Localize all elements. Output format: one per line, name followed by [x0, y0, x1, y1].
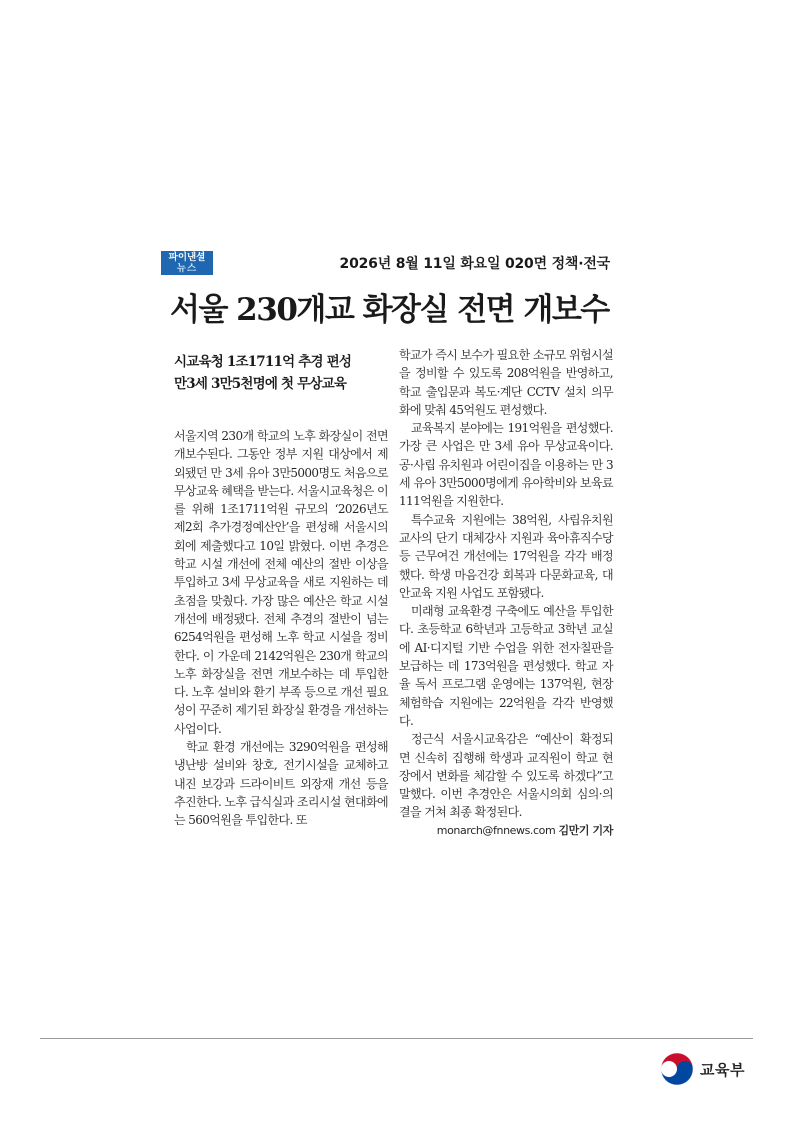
body-paragraph: 미래형 교육환경 구축에도 예산을 투입한다. 초등학교 6학년과 고등학교 3학년 교실에 AI·디지털 기반 수업을 위한 전자칠판을 보급하는 데 173억원을 편성했다. 학교 자율 독서 프로그램 운영에는 137억원, 현장체험학습 지원에는 22억원을 각각 반영했다.	[399, 604, 613, 728]
byline-email: monarch@fnnews.com	[436, 823, 556, 837]
body-paragraph: 학교 환경 개선에는 3290억원을 편성해 냉난방 설비와 창호, 전기시설을 교체하고 내진 보강과 드라이비트 외장재 개선 등을 추진한다. 노후 급식실과 조리시설 현대화에는 560억원을 투입한다. 또	[174, 740, 388, 828]
newspaper-logo	[161, 251, 213, 275]
article-headline: 서울 230개교 화장실 전면 개보수	[170, 292, 609, 328]
article-column-right	[399, 346, 613, 840]
body-paragraph: 서울지역 230개 학교의 노후 화장실이 전면 개보수된다. 그동안 정부 지원 대상에서 제외됐던 만 3세 유아 3만5000명도 처음으로 무상교육 혜택을 받는다. 서울시교육청은 이를 위해 1조1711억원 규모의 ‘2026년도 제2회 추가경정예산안’을 편성해 서울시의회에 제출했다고 10일 밝혔다. 이번 추경은 학교 시설 개선에 전체 예산의 절반 이상을 투입하고 3세 무상교육을 새로 지원하는 데 초점을 맞췄다. 가장 많은 예산은 학교 시설 개선에 배정됐다. 전체 추경의 절반이 넘는 6254억원을 편성해 노후 학교 시설을 정비한다. 이 가운데 2142억원은 230개 학교의 노후 화장실을 전면 개보수하는 데 투입한다. 노후 설비와 환기 부족 등으로 개선 필요성이 꾸준히 제기된 화장실 환경을 개선하는 사업이다.	[174, 429, 388, 736]
body-paragraph: 학교가 즉시 보수가 필요한 소규모 위험시설을 정비할 수 있도록 208억원을 반영하고, 학교 출입문과 복도·계단 CCTV 설치 의무화에 맞춰 45억원도 편성했다.	[399, 348, 613, 417]
body-paragraph: 교육복지 분야에는 191억원을 편성했다. 가장 큰 사업은 만 3세 유아 무상교육이다. 공·사립 유치원과 어린이집을 이용하는 만 3세 유아 3만5000명에게 유아학비와 보육료 111억원을 지원한다.	[399, 421, 613, 509]
ministry-logo	[660, 1052, 745, 1086]
logo-line1: 파이낸셜	[168, 252, 206, 263]
subhead-line1: 시교육청 1조1711억 추경 편성	[174, 354, 352, 370]
article-column-left	[174, 427, 388, 830]
body-paragraph: 특수교육 지원에는 38억원, 사립유치원 교사의 단기 대체강사 지원과 육아휴직수당 등 근무여건 개선에는 17억원을 각각 배정했다. 학생 마음건강 회복과 다문화교육, 대안교육 지원 사업도 포함됐다.	[399, 512, 613, 600]
logo-line2: 뉴스	[176, 263, 198, 274]
taegeuk-icon	[660, 1052, 694, 1086]
byline-name: 김만기 기자	[558, 823, 613, 837]
subhead-line2: 만3세 3만5천명에 첫 무상교육	[174, 376, 347, 392]
dateline: 2026년 8월 11일 화요일 020면 정책·전국	[339, 256, 610, 272]
byline	[399, 822, 613, 840]
footer-divider	[40, 1038, 753, 1039]
article-subhead	[174, 351, 386, 395]
ministry-label: 교육부	[700, 1060, 745, 1079]
body-paragraph: 정근식 서울시교육감은 “예산이 확정되면 신속히 집행해 학생과 교직원이 학교 현장에서 변화를 체감할 수 있도록 하겠다”고 말했다. 이번 추경안은 서울시의회 심의·의결을 거쳐 최종 확정된다.	[399, 732, 613, 820]
